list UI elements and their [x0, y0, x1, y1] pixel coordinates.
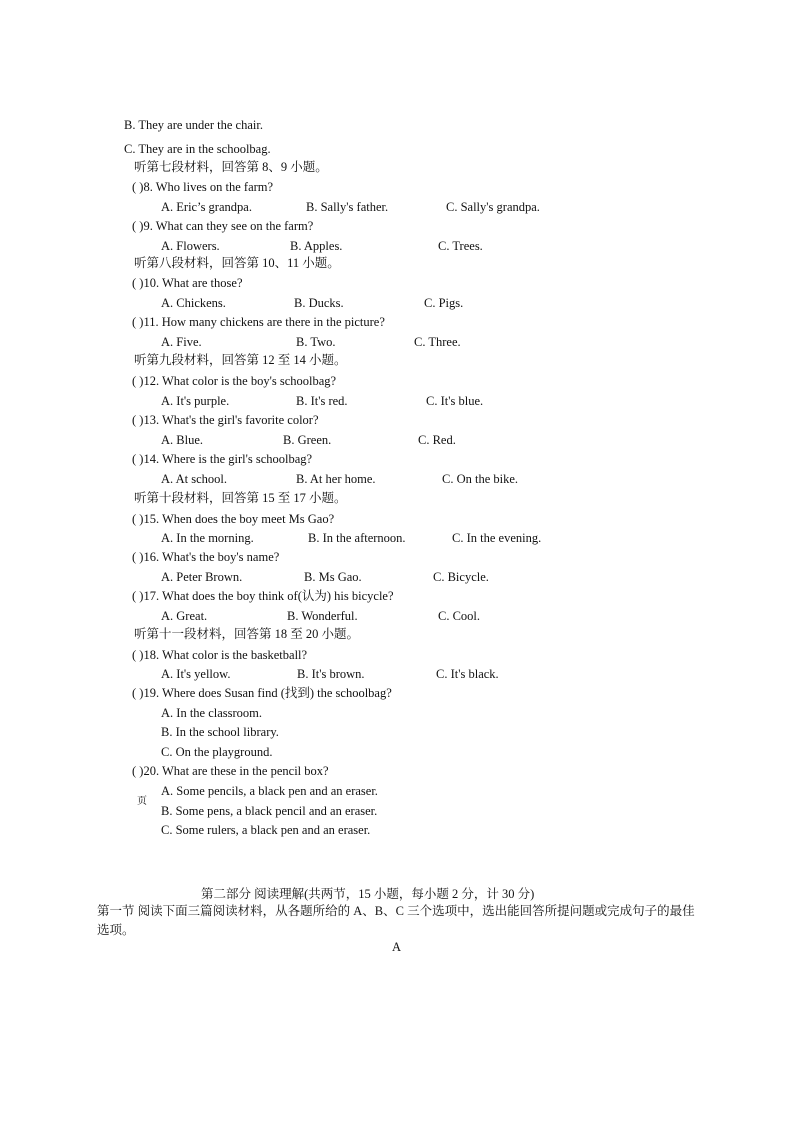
option-a: A. Flowers.	[161, 239, 220, 253]
option-b: B. In the afternoon.	[308, 531, 406, 545]
option-c: C. Three.	[414, 335, 461, 349]
part-title: 第二部分 阅读理解(共两节，15 小题，每小题 2 分，计 30 分)	[201, 887, 535, 901]
option-a: A. In the morning.	[161, 531, 254, 545]
option-text: B. They are under the chair.	[124, 118, 263, 132]
option-b: B. Green.	[283, 433, 332, 447]
page-mark: 页	[137, 796, 147, 807]
section-instructions: 第一节 阅读下面三篇阅读材料，从各题所给的 A、B、C 三个选项中，选出能回答所提问题或完成句子的最佳选项。	[97, 904, 695, 937]
option-b: B. It's brown.	[297, 667, 365, 681]
question-text: ( )9. What can they see on the farm?	[132, 219, 314, 233]
option-b: B. Sally's father.	[306, 200, 389, 214]
question-text: ( )12. What color is the boy's schoolbag?	[132, 374, 337, 388]
option-c: C. It's blue.	[426, 394, 484, 408]
question-text: ( )11. How many chickens are there in the picture?	[132, 315, 385, 329]
option-b: B. In the school library.	[161, 725, 279, 739]
option-b: B. It's red.	[296, 394, 348, 408]
section-header: 听第七段材料，回答第 8、9 小题。	[134, 160, 328, 174]
option-b: B. Some pens, a black pencil and an eraser.	[161, 804, 378, 818]
question-text: ( )20. What are these in the pencil box?	[132, 764, 329, 778]
option-b: B. Apples.	[290, 239, 343, 253]
passage-label: A	[392, 940, 402, 954]
question-text: ( )8. Who lives on the farm?	[132, 180, 274, 194]
question-text: ( )19. Where does Susan find (找到) the schoolbag?	[132, 686, 392, 700]
option-a: A. Blue.	[161, 433, 204, 447]
option-b: B. Ducks.	[294, 296, 344, 310]
question-text: ( )10. What are those?	[132, 276, 243, 290]
option-c: C. Red.	[418, 433, 456, 447]
question-text: ( )13. What's the girl's favorite color?	[132, 413, 319, 427]
option-c: C. On the bike.	[442, 472, 519, 486]
question-text: ( )18. What color is the basketball?	[132, 648, 308, 662]
option-a: A. It's yellow.	[161, 667, 231, 681]
option-a: A. At school.	[161, 472, 227, 486]
option-a: A. Peter Brown.	[161, 570, 243, 584]
section-header: 听第十段材料，回答第 15 至 17 小题。	[134, 491, 347, 505]
option-c: C. Some rulers, a black pen and an eraser.	[161, 823, 371, 837]
question-text: ( )16. What's the boy's name?	[132, 550, 280, 564]
option-b: B. At her home.	[296, 472, 376, 486]
option-c: C. In the evening.	[452, 531, 542, 545]
option-a: A. It's purple.	[161, 394, 230, 408]
option-c: C. Pigs.	[424, 296, 464, 310]
option-b: B. Ms Gao.	[304, 570, 362, 584]
section-header: 听第八段材料，回答第 10、11 小题。	[134, 256, 340, 270]
question-text: ( )14. Where is the girl's schoolbag?	[132, 452, 313, 466]
section-header: 听第九段材料，回答第 12 至 14 小题。	[134, 353, 347, 367]
option-c: C. It's black.	[436, 667, 499, 681]
option-c: C. Sally's grandpa.	[446, 200, 540, 214]
question-text: ( )15. When does the boy meet Ms Gao?	[132, 512, 335, 526]
option-a: A. Five.	[161, 335, 202, 349]
option-c: C. Cool.	[438, 609, 481, 623]
option-a: A. Chickens.	[161, 296, 226, 310]
option-b: B. Two.	[296, 335, 336, 349]
option-text: C. They are in the schoolbag.	[124, 142, 271, 156]
option-c: C. On the playground.	[161, 745, 273, 759]
section-header: 听第十一段材料，回答第 18 至 20 小题。	[134, 627, 360, 641]
option-c: C. Bicycle.	[433, 570, 489, 584]
option-a: A. Some pencils, a black pen and an eraser.	[161, 784, 378, 798]
option-a: A. In the classroom.	[161, 706, 263, 720]
option-c: C. Trees.	[438, 239, 483, 253]
option-b: B. Wonderful.	[287, 609, 358, 623]
question-text: ( )17. What does the boy think of(认为) his bicycle?	[132, 589, 394, 603]
option-a: A. Great.	[161, 609, 208, 623]
option-a: A. Eric’s grandpa.	[161, 200, 252, 214]
